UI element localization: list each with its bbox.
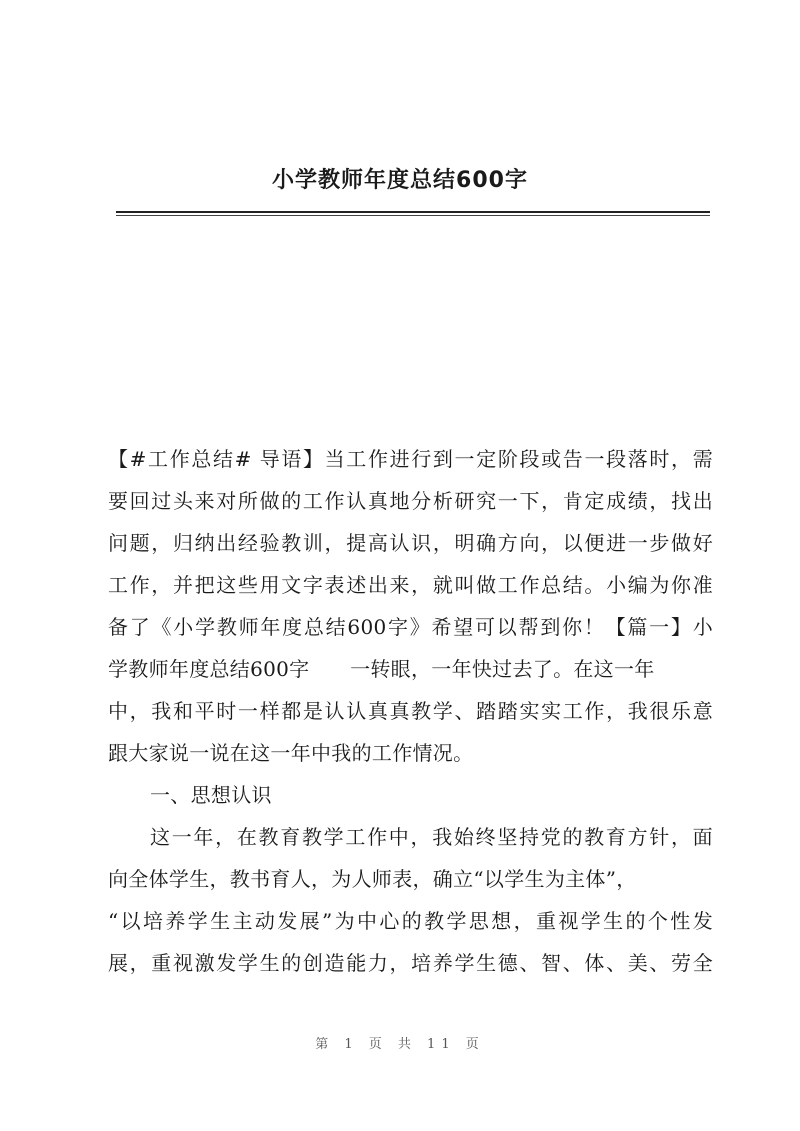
body-line: 备了《小学教师年度总结600字》希望可以帮到你！【篇一】小 [108,615,713,639]
body-line: “以培养学生主动发展”为中心的教学思想，重视学生的个性发 [108,909,713,933]
document-body [108,438,713,984]
body-line: 工作，并把这些用文字表述出来，就叫做工作总结。小编为你准 [108,573,713,597]
body-line: 中，我和平时一样都是认认真真教学、踏踏实实工作，我很乐意 [108,699,713,723]
body-line: 学教师年度总结600字 一转眼，一年快过去了。在这一年 [108,657,655,681]
document-title: 小学教师年度总结600字 [272,168,528,193]
body-line: 要回过头来对所做的工作认真地分析研究一下，肯定成绩，找出 [108,489,713,513]
body-line: 【#工作总结# 导语】当工作进行到一定阶段或告一段落时，需 [108,447,713,471]
body-line: 向全体学生，教书育人，为人师表，确立“以学生为主体”， [108,867,637,891]
section-heading: 一、思想认识 [150,783,272,807]
page-number: 第 1 页 共 11 页 [315,1037,485,1052]
title-divider [116,211,710,213]
body-line: 跟大家说一说在这一年中我的工作情况。 [108,741,474,765]
body-line: 问题，归纳出经验教训，提高认识，明确方向，以便进一步做好 [108,531,713,555]
title-divider-thin [116,215,710,216]
body-line: 展，重视激发学生的创造能力，培养学生德、智、体、美、劳全 [108,951,713,975]
body-line: 这一年，在教育教学工作中，我始终坚持党的教育方针，面 [150,825,713,849]
